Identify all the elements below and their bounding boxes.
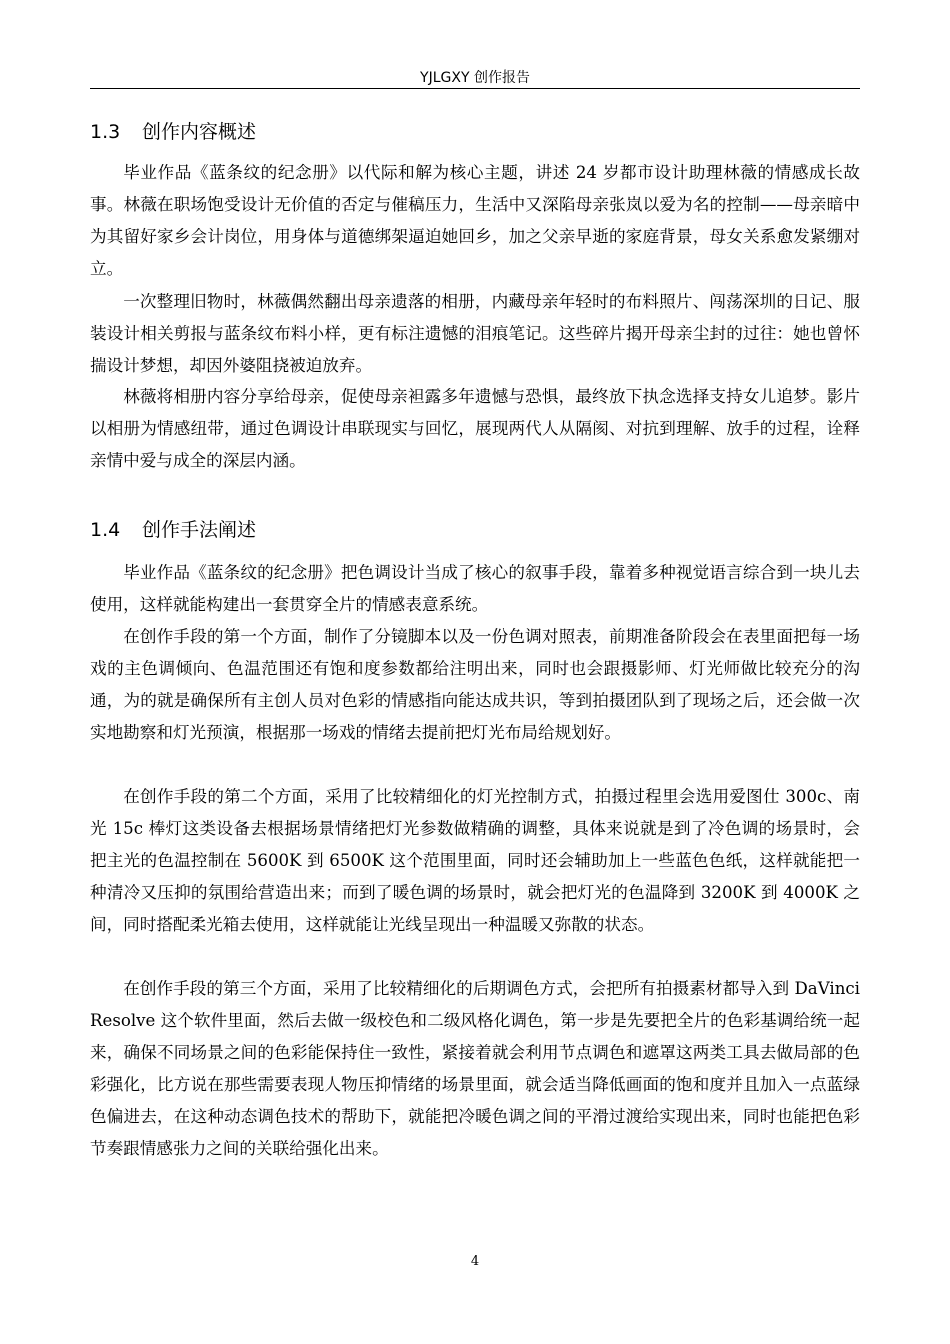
paragraph: 林薇将相册内容分享给母亲，促使母亲袒露多年遗憾与恐惧，最终放下执念选择支持女儿追梦。影片以相册为情感纽带，通过色调设计串联现实与回忆，展现两代人从隔阂、对抗到理解、放手的过程，诠释亲情中爱与成全的深层内涵。 <box>90 387 860 470</box>
section-number: 1.4 <box>90 519 121 541</box>
paragraph: 毕业作品《蓝条纹的纪念册》以代际和解为核心主题，讲述 24 岁都市设计助理林薇的情感成长故事。林薇在职场饱受设计无价值的否定与催稿压力，生活中又深陷母亲张岚以爱为名的控制——母亲暗中为其留好家乡会计岗位，用身体与道德绑架逼迫她回乡，加之父亲早逝的家庭背景，母女关系愈发紧绷对立。 <box>90 163 860 278</box>
paragraph: 在创作手段的第二个方面，采用了比较精细化的灯光控制方式，拍摄过程里会选用爱图仕 300c、南光 15c 棒灯这类设备去根据场景情绪把灯光参数做精确的调整，具体来说就是到了冷色调的场景时，会把主光的色温控制在 5600K 到 6500K 这个范围里面，同时还会辅助加上一些蓝色色纸，这样就能把一种清冷又压抑的氛围给营造出来；而到了暖色调的场景时，就会把灯光的色温降到 3200K 到 4000K 之间，同时搭配柔光箱去使用，这样就能让光线呈现出一种温暖又弥散的状态。 <box>90 787 860 934</box>
section-heading-1-4 <box>90 516 256 544</box>
section-title: 创作内容概述 <box>142 121 257 143</box>
section-title: 创作手法阐述 <box>142 519 257 541</box>
paragraph: 在创作手段的第一个方面，制作了分镜脚本以及一份色调对照表，前期准备阶段会在表里面把每一场戏的主色调倾向、色温范围还有饱和度参数都给注明出来，同时也会跟摄影师、灯光师做比较充分的沟通，为的就是确保所有主创人员对色彩的情感指向能达成共识，等到拍摄团队到了现场之后，还会做一次实地勘察和灯光预演，根据那一场戏的情绪去提前把灯光布局给规划好。 <box>90 627 860 742</box>
section-number: 1.3 <box>90 121 121 143</box>
paragraph: 在创作手段的第三个方面，采用了比较精细化的后期调色方式，会把所有拍摄素材都导入到 DaVinci Resolve 这个软件里面，然后去做一级校色和二级风格化调色，第一步是先要把全片的色彩基调给统一起来，确保不同场景之间的色彩能保持住一致性，紧接着就会利用节点调色和遮罩这两类工具去做局部的色彩强化，比方说在那些需要表现人物压抑情绪的场景里面，就会适当降低画面的饱和度并且加入一点蓝绿色偏进去，在这种动态调色技术的帮助下，就能把冷暖色调之间的平滑过渡给实现出来，同时也能把色彩节奏跟情感张力之间的关联给强化出来。 <box>90 979 860 1158</box>
paragraph: 毕业作品《蓝条纹的纪念册》把色调设计当成了核心的叙事手段，靠着多种视觉语言综合到一块儿去使用，这样就能构建出一套贯穿全片的情感表意系统。 <box>90 563 860 614</box>
page-number: 4 <box>470 1254 480 1269</box>
paragraph: 一次整理旧物时，林薇偶然翻出母亲遗落的相册，内藏母亲年轻时的布料照片、闯荡深圳的日记、服装设计相关剪报与蓝条纹布料小样，更有标注遗憾的泪痕笔记。这些碎片揭开母亲尘封的过往：她也曾怀揣设计梦想，却因外婆阻挠被迫放弃。 <box>90 292 860 375</box>
running-header: YJLGXY 创作报告 <box>90 68 860 89</box>
section-heading-1-3 <box>90 118 256 146</box>
